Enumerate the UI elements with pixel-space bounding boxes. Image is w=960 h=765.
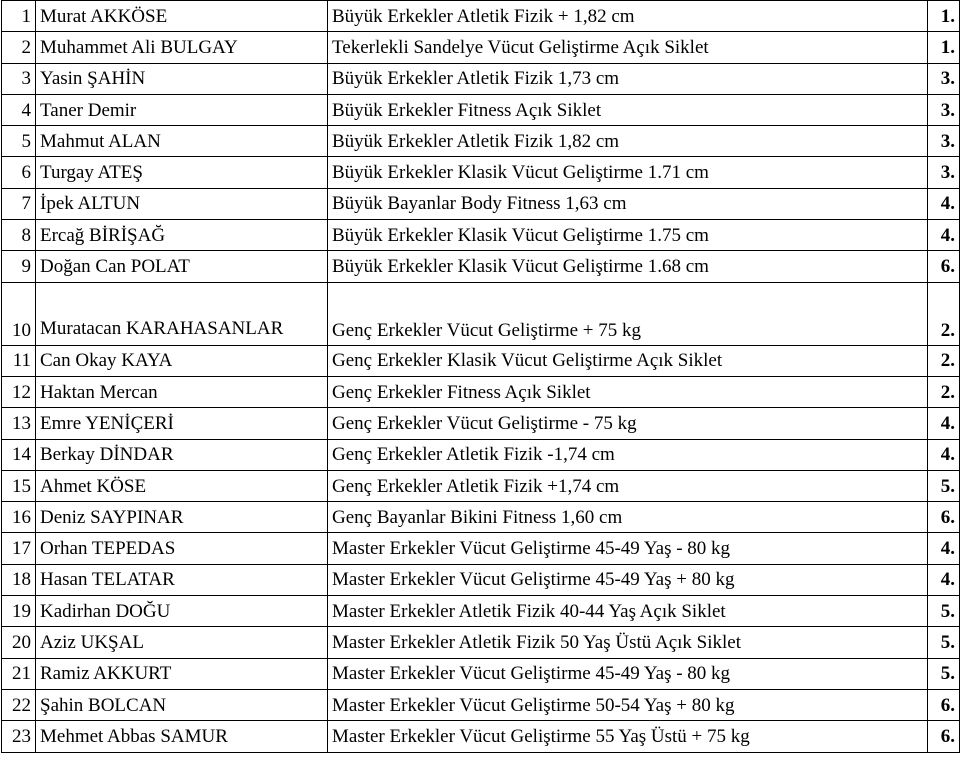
row-number: 3 [2, 63, 36, 94]
category: Tekerlekli Sandelye Vücut Geliştirme Açık Siklet [328, 32, 928, 63]
athlete-name: Aziz UKŞAL [36, 627, 328, 658]
athlete-name: Mehmet Abbas SAMUR [36, 721, 328, 752]
table-row [2, 439, 960, 470]
athlete-name: Doğan Can POLAT [36, 251, 328, 282]
table-row [2, 126, 960, 157]
table-row [2, 721, 960, 752]
athlete-name: Emre YENİÇERİ [36, 408, 328, 439]
row-number: 11 [2, 345, 36, 376]
category: Master Erkekler Vücut Geliştirme 45-49 Yaş - 80 kg [328, 533, 928, 564]
table-row [2, 470, 960, 501]
category: Büyük Erkekler Atletik Fizik 1,82 cm [328, 126, 928, 157]
placement: 4. [928, 439, 960, 470]
table-row [2, 282, 960, 345]
category: Büyük Erkekler Klasik Vücut Geliştirme 1.68 cm [328, 251, 928, 282]
row-number: 22 [2, 689, 36, 720]
athlete-name: Deniz SAYPINAR [36, 502, 328, 533]
row-number: 8 [2, 220, 36, 251]
athlete-name: Ahmet KÖSE [36, 470, 328, 501]
row-number: 14 [2, 439, 36, 470]
table-row [2, 627, 960, 658]
athlete-name: Ercağ BİRİŞAĞ [36, 220, 328, 251]
category: Büyük Erkekler Klasik Vücut Geliştirme 1.75 cm [328, 220, 928, 251]
table-row [2, 596, 960, 627]
table-row [2, 345, 960, 376]
row-number: 23 [2, 721, 36, 752]
placement: 3. [928, 157, 960, 188]
category: Master Erkekler Vücut Geliştirme 45-49 Yaş + 80 kg [328, 564, 928, 595]
table-row [2, 32, 960, 63]
category: Genç Erkekler Vücut Geliştirme + 75 kg [328, 282, 928, 345]
category: Genç Erkekler Vücut Geliştirme - 75 kg [328, 408, 928, 439]
category: Genç Erkekler Atletik Fizik -1,74 cm [328, 439, 928, 470]
athlete-name: Taner Demir [36, 94, 328, 125]
placement: 3. [928, 63, 960, 94]
category: Genç Erkekler Atletik Fizik +1,74 cm [328, 470, 928, 501]
category: Master Erkekler Atletik Fizik 40-44 Yaş Açık Siklet [328, 596, 928, 627]
row-number: 20 [2, 627, 36, 658]
athlete-name: Kadirhan DOĞU [36, 596, 328, 627]
results-table [1, 0, 960, 753]
category: Genç Bayanlar Bikini Fitness 1,60 cm [328, 502, 928, 533]
athlete-name: Ramiz AKKURT [36, 658, 328, 689]
athlete-name: Can Okay KAYA [36, 345, 328, 376]
row-number: 19 [2, 596, 36, 627]
placement: 2. [928, 282, 960, 345]
row-number: 18 [2, 564, 36, 595]
placement: 5. [928, 627, 960, 658]
placement: 4. [928, 564, 960, 595]
row-number: 6 [2, 157, 36, 188]
table-row [2, 502, 960, 533]
athlete-name: Murat AKKÖSE [36, 1, 328, 32]
placement: 3. [928, 94, 960, 125]
athlete-name: Yasin ŞAHİN [36, 63, 328, 94]
athlete-name: Berkay DİNDAR [36, 439, 328, 470]
category: Genç Erkekler Klasik Vücut Geliştirme Açık Siklet [328, 345, 928, 376]
athlete-name: Orhan TEPEDAS [36, 533, 328, 564]
athlete-name: Turgay ATEŞ [36, 157, 328, 188]
placement: 6. [928, 502, 960, 533]
table-row [2, 689, 960, 720]
table-row [2, 564, 960, 595]
row-number: 5 [2, 126, 36, 157]
row-number: 10 [2, 282, 36, 345]
row-number: 21 [2, 658, 36, 689]
placement: 1. [928, 1, 960, 32]
placement: 3. [928, 126, 960, 157]
row-number: 17 [2, 533, 36, 564]
row-number: 15 [2, 470, 36, 501]
row-number: 13 [2, 408, 36, 439]
placement: 2. [928, 376, 960, 407]
row-number: 9 [2, 251, 36, 282]
table-row [2, 376, 960, 407]
table-row [2, 157, 960, 188]
placement: 6. [928, 721, 960, 752]
table-row [2, 188, 960, 219]
placement: 1. [928, 32, 960, 63]
athlete-name: Şahin BOLCAN [36, 689, 328, 720]
athlete-name: Mahmut ALAN [36, 126, 328, 157]
category: Büyük Bayanlar Body Fitness 1,63 cm [328, 188, 928, 219]
placement: 4. [928, 220, 960, 251]
table-row [2, 94, 960, 125]
row-number: 16 [2, 502, 36, 533]
table-row [2, 251, 960, 282]
category: Master Erkekler Vücut Geliştirme 55 Yaş Üstü + 75 kg [328, 721, 928, 752]
table-row [2, 408, 960, 439]
table-row [2, 220, 960, 251]
category: Master Erkekler Vücut Geliştirme 45-49 Yaş - 80 kg [328, 658, 928, 689]
category: Master Erkekler Atletik Fizik 50 Yaş Üstü Açık Siklet [328, 627, 928, 658]
row-number: 12 [2, 376, 36, 407]
placement: 6. [928, 251, 960, 282]
table-row [2, 658, 960, 689]
row-number: 2 [2, 32, 36, 63]
athlete-name: İpek ALTUN [36, 188, 328, 219]
placement: 4. [928, 408, 960, 439]
placement: 5. [928, 470, 960, 501]
table-row [2, 1, 960, 32]
results-table-body [2, 1, 960, 753]
row-number: 4 [2, 94, 36, 125]
row-number: 7 [2, 188, 36, 219]
category: Büyük Erkekler Klasik Vücut Geliştirme 1.71 cm [328, 157, 928, 188]
placement: 5. [928, 658, 960, 689]
category: Büyük Erkekler Fitness Açık Siklet [328, 94, 928, 125]
athlete-name: Haktan Mercan [36, 376, 328, 407]
category: Büyük Erkekler Atletik Fizik + 1,82 cm [328, 1, 928, 32]
category: Master Erkekler Vücut Geliştirme 50-54 Yaş + 80 kg [328, 689, 928, 720]
placement: 2. [928, 345, 960, 376]
table-row [2, 63, 960, 94]
placement: 6. [928, 689, 960, 720]
athlete-name: Muratacan KARAHASANLAR [36, 282, 328, 345]
placement: 4. [928, 533, 960, 564]
table-row [2, 533, 960, 564]
athlete-name: Hasan TELATAR [36, 564, 328, 595]
athlete-name: Muhammet Ali BULGAY [36, 32, 328, 63]
category: Büyük Erkekler Atletik Fizik 1,73 cm [328, 63, 928, 94]
placement: 4. [928, 188, 960, 219]
category: Genç Erkekler Fitness Açık Siklet [328, 376, 928, 407]
placement: 5. [928, 596, 960, 627]
row-number: 1 [2, 1, 36, 32]
